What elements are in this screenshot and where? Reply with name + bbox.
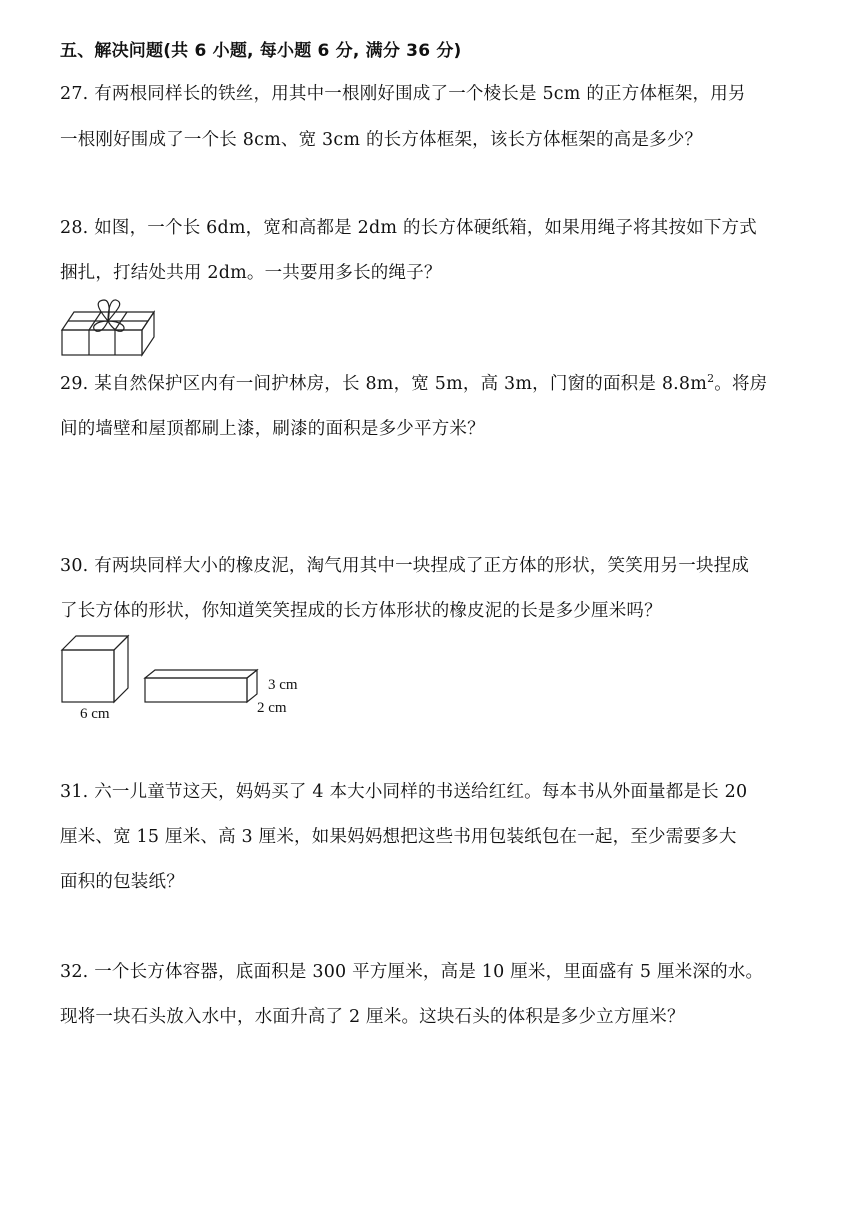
cuboid-height-label: 3 cm: [268, 677, 298, 693]
question-30-line-1: 30. 有两块同样大小的橡皮泥，淘气用其中一块捏成了正方体的形状，笑笑用另一块捏成: [60, 556, 750, 576]
cuboid-front-face: [145, 678, 247, 702]
section-heading: 五、解决问题(共 6 小题, 每小题 6 分, 满分 36 分): [60, 41, 462, 61]
box-front-face: [62, 330, 142, 355]
question-30-line-2: 了长方体的形状，你知道笑笑捏成的长方体形状的橡皮泥的长是多少厘米吗？: [60, 601, 662, 621]
question-31-line-2: 厘米、宽 15 厘米、高 3 厘米，如果妈妈想把这些书用包装纸包在一起，至少需要多大: [60, 827, 737, 847]
cuboid-top-face: [145, 670, 257, 678]
cuboid-width-label: 2 cm: [257, 700, 287, 716]
q29-text-a: 29. 某自然保护区内有一间护林房，长 8m，宽 5m，高 3m，门窗的面积是 8.8m: [60, 374, 708, 394]
cube-and-cuboid-figure: [58, 632, 318, 728]
question-31-line-3: 面积的包装纸？: [60, 872, 184, 892]
question-32-line-1: 32. 一个长方体容器，底面积是 300 平方厘米，高是 10 厘米，里面盛有 5 厘米深的水。: [60, 962, 764, 982]
cube-edge-label: 6 cm: [80, 706, 110, 722]
cube-right-face: [114, 636, 128, 702]
cube-top-face: [62, 636, 128, 650]
cube-front-face: [62, 650, 114, 702]
gift-box-figure: [58, 295, 162, 361]
question-28-line-1: 28. 如图，一个长 6dm，宽和高都是 2dm 的长方体硬纸箱，如果用绳子将其按如下方式: [60, 218, 757, 238]
question-27-line-1: 27. 有两根同样长的铁丝，用其中一根刚好围成了一个棱长是 5cm 的正方体框架，用另: [60, 84, 746, 104]
box-right-face: [142, 312, 154, 355]
q29-text-b: 。将房: [714, 374, 768, 394]
question-32-line-2: 现将一块石头放入水中，水面升高了 2 厘米。这块石头的体积是多少立方厘米？: [60, 1007, 685, 1027]
q29-superscript: 2: [707, 372, 715, 386]
question-31-line-1: 31. 六一儿童节这天，妈妈买了 4 本大小同样的书送给红红。每本书从外面量都是长 20: [60, 782, 748, 802]
question-29-line-2: 间的墙壁和屋顶都刷上漆，刷漆的面积是多少平方米？: [60, 419, 485, 439]
question-27-line-2: 一根刚好围成了一个长 8cm、宽 3cm 的长方体框架，该长方体框架的高是多少？: [60, 130, 703, 150]
cuboid-right-face: [247, 670, 257, 702]
question-29-line-1: [60, 370, 767, 395]
question-28-line-2: 捆扎，打结处共用 2dm。一共要用多长的绳子？: [60, 263, 442, 283]
